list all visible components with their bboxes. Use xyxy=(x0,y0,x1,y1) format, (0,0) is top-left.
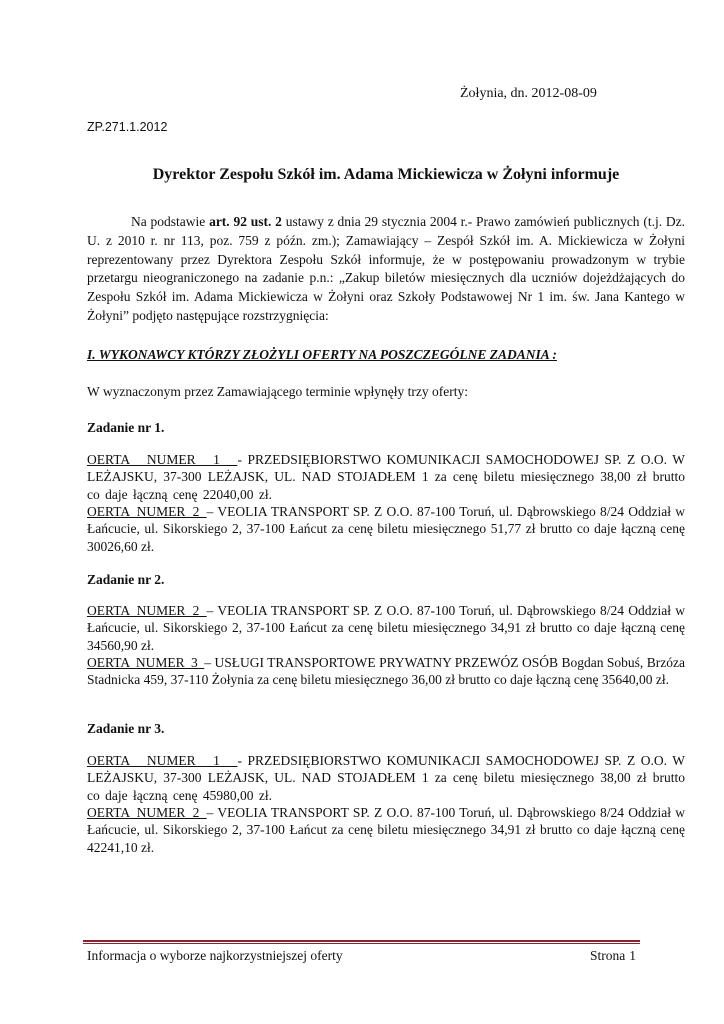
offer-task3-2 xyxy=(87,804,685,856)
page-label: Strona xyxy=(590,948,626,963)
offer-details: - PRZEDSIĘBIORSTWO KOMUNIKACJI SAMOCHODOWEJ SP. Z O.O. W LEŻAJSKU, 37-300 LEŻAJSK, UL. NAD STOJADŁEM 1 za cenę biletu miesięcznego 38,00 zł brutto co daje łączną cenę 45980,00 zł. xyxy=(87,753,685,803)
offer-details: – VEOLIA TRANSPORT SP. Z O.O. 87-100 Toruń, ul. Dąbrowskiego 8/24 Oddział w Łańcucie, ul. Sikorskiego 2, 37-100 Łańcut za cenę biletu miesięcznego 34,91 zł brutto co daje łączną cenę 34560,90 zł. xyxy=(87,603,685,653)
intro-paragraph xyxy=(87,213,685,326)
offer-number: OERTA NUMER 2 xyxy=(87,504,207,519)
footer-rule-thin xyxy=(83,943,640,944)
intro-legal-reference: art. 92 ust. 2 xyxy=(209,214,282,229)
offer-details: - PRZEDSIĘBIORSTWO KOMUNIKACJI SAMOCHODOWEJ SP. Z O.O. W LEŻAJSKU, 37-300 LEŻAJSK, UL. NAD STOJADŁEM 1 za cenę biletu miesięcznego 38,00 zł brutto co daje łączną cenę 22040,00 zł. xyxy=(87,452,685,502)
footer-title: Informacja o wyborze najkorzystniejszej oferty xyxy=(87,948,343,963)
offer-task3-1 xyxy=(87,752,685,804)
footer-rule xyxy=(83,940,640,942)
offer-task2-2 xyxy=(87,654,685,689)
page-number xyxy=(590,948,636,964)
offer-number: OERTA NUMER 1 xyxy=(87,753,238,768)
offer-number: OERTA NUMER 3 xyxy=(87,655,205,670)
offer-number: OERTA NUMER 2 xyxy=(87,805,207,820)
task-heading-3: Zadanie nr 3. xyxy=(87,721,165,736)
offer-task1-1 xyxy=(87,451,685,503)
offer-number: OERTA NUMER 1 xyxy=(87,452,238,467)
offer-details: – VEOLIA TRANSPORT SP. Z O.O. 87-100 Toruń, ul. Dąbrowskiego 8/24 Oddział w Łańcucie, ul. Sikorskiego 2, 37-100 Łańcut za cenę biletu miesięcznego 34,91 zł brutto co daje łączną cenę 42241,10 zł. xyxy=(87,805,685,855)
offers-lead-text: W wyznaczonym przez Zamawiającego terminie wpłynęły trzy oferty: xyxy=(87,384,468,399)
offer-number: OERTA NUMER 2 xyxy=(87,603,207,618)
task-heading-2: Zadanie nr 2. xyxy=(87,572,165,587)
intro-text-part2: ustawy z dnia 29 stycznia 2004 r.- Prawo zamówień publicznych (t.j. Dz. U. z 2010 r. nr 113, poz. 759 z późn. zm.); Zamawiający – Zespół Szkół im. A. Mickiewicza w Żołyni reprezentowany przez Dyrektora Zespołu Szkół informuje, że w postępowaniu prowadzonym w trybie przetargu nieograniczonego na zadanie p.n.: „Zakup biletów miesięcznych dla uczniów dojeżdżających do Zespołu Szkół im. Adama Mickiewicza w Żołyni oraz Szkoły Podstawowej Nr 1 im. św. Jana Kantego w Żołyni” podjęto następujące rozstrzygnięcia: xyxy=(87,214,685,323)
intro-text-part1: Na podstawie xyxy=(131,214,210,229)
offer-task1-2 xyxy=(87,503,685,555)
task-heading-1: Zadanie nr 1. xyxy=(87,420,165,435)
offer-details: – USŁUGI TRANSPORTOWE PRYWATNY PRZEWÓZ OSÓB Bogdan Sobuś, Brzóza Stadnicka 459, 37-110 Żołynia za cenę biletu miesięcznego 36,00 zł brutto co daje łączną cenę 35640,00 zł. xyxy=(87,655,685,688)
page-title: Dyrektor Zespołu Szkół im. Adama Mickiewicza w Żołyni informuje xyxy=(152,166,620,183)
document-date: Żołynia, dn. 2012-08-09 xyxy=(460,86,597,101)
section-heading: I. WYKONAWCY KTÓRZY ZŁOŻYLI OFERTY NA POSZCZEGÓLNE ZADANIA : xyxy=(87,347,557,362)
offer-task2-1 xyxy=(87,602,685,654)
offer-details: – VEOLIA TRANSPORT SP. Z O.O. 87-100 Toruń, ul. Dąbrowskiego 8/24 Oddział w Łańcucie, ul. Sikorskiego 2, 37-100 Łańcut za cenę biletu miesięcznego 51,77 zł brutto co daje łączną cenę 30026,60 zł. xyxy=(87,504,685,554)
reference-number: ZP.271.1.2012 xyxy=(87,120,168,134)
page-number-value: 1 xyxy=(629,948,636,963)
